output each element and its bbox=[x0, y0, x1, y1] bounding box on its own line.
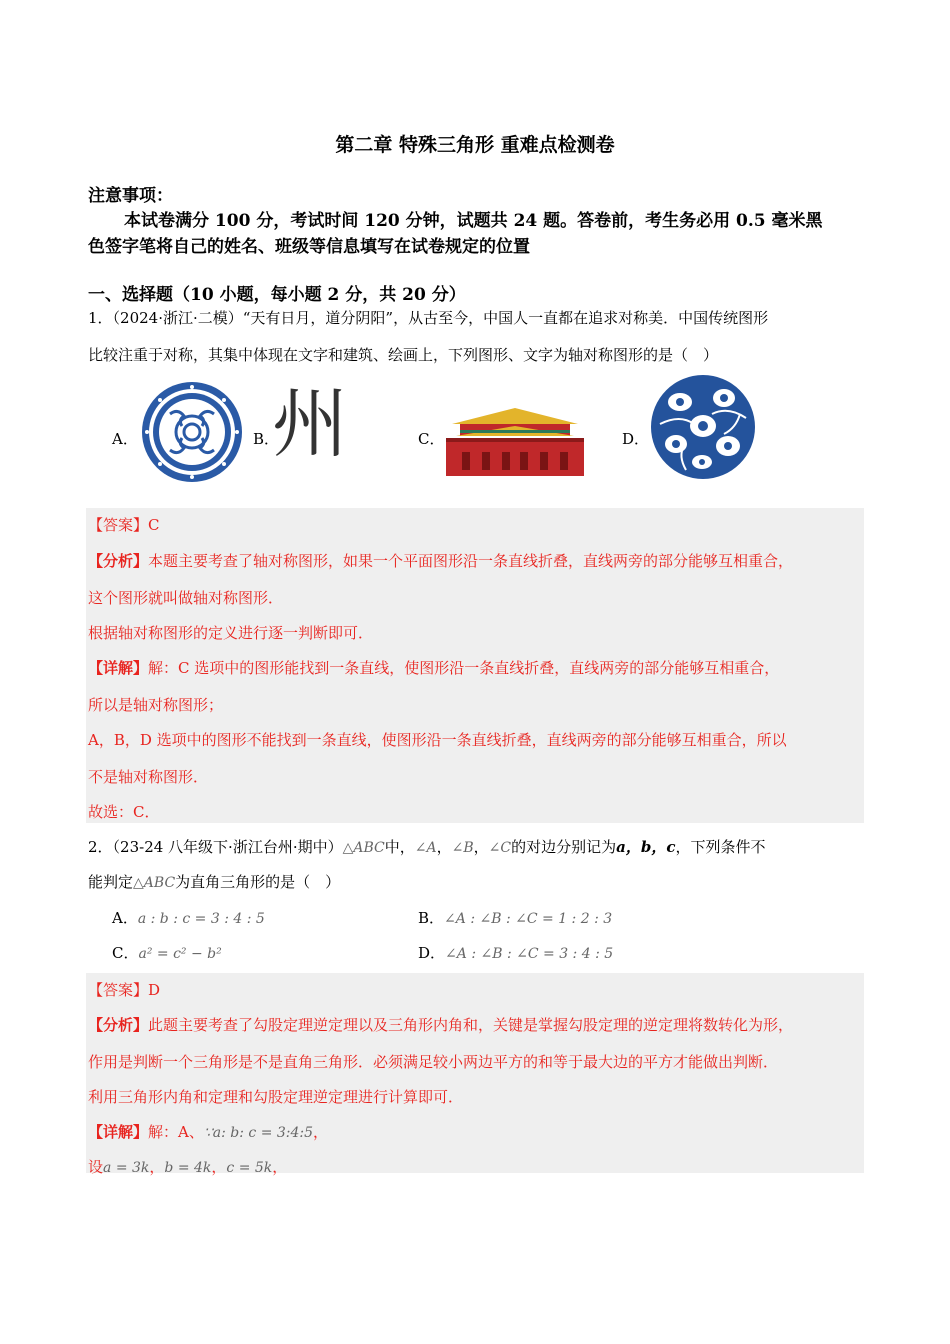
notice-heading: 注意事项： bbox=[88, 186, 173, 206]
q2-detail-comma2: ， bbox=[211, 1158, 227, 1176]
q1-analysis-line1 bbox=[88, 550, 793, 571]
q2-detail-c5k: c = 5k bbox=[226, 1160, 273, 1176]
q2-analysis-line3: 利用三角形内角和定理和勾股定理逆定理进行计算即可． bbox=[88, 1088, 464, 1106]
q1-detail-line3: A，B，D 选项中的图形不能找到一条直线，使图形沿一条直线折叠，直线两旁的部分能够互相重合，所以 bbox=[88, 731, 787, 749]
q1-detail-line5: 故选：C． bbox=[88, 803, 160, 821]
q2-triangle-abc: △ABC bbox=[342, 840, 385, 856]
q2-detail-text1c: ， bbox=[313, 1123, 329, 1141]
q1-analysis-text1: 本题主要考查了轴对称图形，如果一个平面图形沿一条直线折叠，直线两旁的部分能够互相重合， bbox=[148, 552, 794, 570]
q2-detail-comma1: ， bbox=[149, 1158, 165, 1176]
q2-analysis-text1: 此题主要考查了勾股定理逆定理以及三角形内角和，关键是掌握勾股定理的逆定理将数转化为形， bbox=[148, 1016, 794, 1034]
q2-answer: 【答案】D bbox=[88, 981, 161, 999]
q2-comma-1: ， bbox=[436, 838, 452, 856]
q2-analysis-line2: 作用是判断一个三角形是不是直角三角形．必须满足较小两边平方的和等于最大边的平方才能做出判断． bbox=[88, 1053, 779, 1071]
q2-option-a-label: A． bbox=[112, 909, 138, 927]
q2-detail-set: 设 bbox=[88, 1158, 104, 1176]
q1-option-a-image bbox=[140, 380, 244, 484]
q2-option-b-formula: ∠A : ∠B : ∠C = 1 : 2 : 3 bbox=[444, 911, 613, 927]
q2-option-d bbox=[418, 942, 613, 963]
q1-option-c-image bbox=[446, 408, 584, 476]
q1-option-b-label: B． bbox=[253, 430, 280, 448]
q1-detail-line4: 不是轴对称图形． bbox=[88, 768, 209, 786]
q2-angle-a: ∠A bbox=[414, 840, 437, 856]
q2-detail-comma3: ， bbox=[272, 1158, 288, 1176]
q2-analysis-line1 bbox=[88, 1014, 793, 1035]
q2-triangle-abc-2: △ABC bbox=[133, 875, 176, 891]
q1-detail-line1 bbox=[88, 657, 779, 678]
q2-detail-formula1: ∵a: b: c = 3:4:5 bbox=[203, 1125, 314, 1141]
q2-line1 bbox=[88, 836, 765, 857]
q2-detail-b4k: b = 4k bbox=[164, 1160, 212, 1176]
q2-line1-in: 中， bbox=[384, 838, 415, 856]
q2-option-c-formula: a² = c² − b² bbox=[138, 946, 222, 962]
notice-line2: 色签字笔将自己的姓名、班级等信息填写在试卷规定的位置 bbox=[88, 237, 530, 257]
q2-answer-box bbox=[86, 973, 864, 1173]
q2-option-a-formula: a : b : c = 3 : 4 : 5 bbox=[137, 911, 265, 927]
q1-option-a-label: A． bbox=[112, 430, 138, 448]
q1-option-d-image bbox=[650, 374, 756, 480]
q2-analysis-tag: 【分析】 bbox=[88, 1016, 149, 1034]
q1-analysis-line2: 这个图形就叫做轴对称图形． bbox=[88, 589, 284, 607]
q1-answer: 【答案】C bbox=[88, 516, 160, 534]
q1-analysis-line3: 根据轴对称图形的定义进行逐一判断即可． bbox=[88, 624, 374, 642]
q2-vars: a，b，c bbox=[616, 838, 676, 856]
q2-detail-text1a: 解：A、 bbox=[148, 1123, 204, 1141]
q1-detail-tag: 【详解】 bbox=[88, 659, 149, 677]
q2-angle-c: ∠C bbox=[488, 840, 512, 856]
q2-line2-end: 为直角三角形的是（ ） bbox=[175, 873, 341, 891]
q1-analysis-tag: 【分析】 bbox=[88, 552, 149, 570]
q2-option-d-formula: ∠A : ∠B : ∠C = 3 : 4 : 5 bbox=[445, 946, 614, 962]
q2-line1-sides: 的对边分别记为 bbox=[511, 838, 617, 856]
notice-line1: 本试卷满分 100 分，考试时间 120 分钟，试题共 24 题。答卷前，考生务必用 0.5 毫米黑 bbox=[124, 211, 823, 231]
q2-option-c-label: C． bbox=[112, 944, 139, 962]
q1-line2: 比较注重于对称，其集中体现在文字和建筑、绘画上，下列图形、文字为轴对称图形的是（ ） bbox=[88, 346, 719, 364]
q2-detail-line2 bbox=[88, 1156, 287, 1177]
q2-detail-tag: 【详解】 bbox=[88, 1123, 149, 1141]
q2-line2-prefix: 能判定 bbox=[88, 873, 134, 891]
q2-option-d-label: D． bbox=[418, 944, 446, 962]
q2-option-c bbox=[112, 942, 222, 963]
q1-line1: 1．（2024·浙江·二模）“天有日月，道分阴阳”，从古至今，中国人一直都在追求对称美．中国传统图形 bbox=[88, 309, 769, 327]
q1-detail-line2: 所以是轴对称图形； bbox=[88, 696, 224, 714]
q2-detail-a3k: a = 3k bbox=[103, 1160, 150, 1176]
q2-line2 bbox=[88, 871, 340, 892]
q2-option-a bbox=[112, 907, 265, 928]
q2-angle-b: ∠B bbox=[451, 840, 474, 856]
q1-option-b-glyph: 州 bbox=[272, 379, 348, 468]
q1-detail-text1: 解：C 选项中的图形能找到一条直线，使图形沿一条直线折叠，直线两旁的部分能够互相重合， bbox=[148, 659, 780, 677]
q1-option-c-label: C． bbox=[418, 430, 445, 448]
q2-line1-prefix: 2．（23-24 八年级下·浙江台州·期中） bbox=[88, 838, 343, 856]
page-title: 第二章 特殊三角形 重难点检测卷 bbox=[335, 134, 615, 156]
q2-comma-2: ， bbox=[473, 838, 489, 856]
q2-detail-line1 bbox=[88, 1121, 328, 1142]
q2-line1-end: ，下列条件不 bbox=[675, 838, 766, 856]
q1-option-d-label: D． bbox=[622, 430, 650, 448]
section-heading: 一、选择题（10 小题，每小题 2 分，共 20 分） bbox=[88, 285, 466, 305]
q2-option-b-label: B． bbox=[418, 909, 445, 927]
q2-option-b bbox=[418, 907, 612, 928]
